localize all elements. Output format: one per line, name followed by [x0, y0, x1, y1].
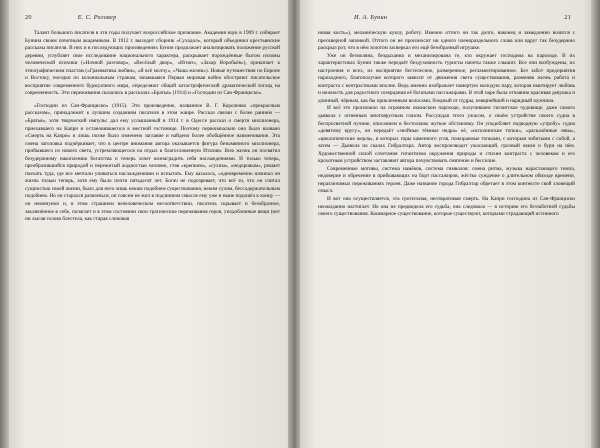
left-page-folio: 20	[25, 14, 32, 21]
paragraph: Талант большого писателя в эти годы получает всероссийское признание. Академия наук в 1909 г. избирает Бунина своим почетным академиком. В 1912 г. выходит сборник «Суходол», который объединил крестьянские рассказы писателя. В них и в последующих произведениях Бунин продолжает анализировать положение русской деревни, углубляет свое исследование национального характера, раскрывает порождённые бытом изломы человеческой психики («Ночной разговор», «Весёлый двор», «Игнат», «Захар Воробьёв»), прикипает к этнографическим пластам («Грамматика любви», «Я всё молчу», «Чаша жизни»). Новые путешествия по Европе и Востоку, поездки по колониальным странам, начавшаяся Первая мировая война обостряют писательское восприятие современного буржуазного мира, определяют общий катастрофический драматический взгляд на современность. Эти переживания сказались в рассказах «Братья» (1914) и «Господин из Сан-Франциско».	[25, 30, 280, 97]
paragraph: «Господин из Сан-Франциско» (1915). Это произведение, названное В. Г. Короленко «прекрасным рассказом», принадлежит к лучшим созданиям писателя в этом жанре. Рассказ связан с более ранним — «Братья», хотя творческий импульс дал ему услышанный в 1914 г. в Одессе рассказ о смерти миллионера, приехавшего на Капри и остановившегося в местной гостинице. Поэтому первоначально оно было названо «Смерть на Капри» и лишь позже было изменено заглавие и найдено более обобщённое наименование. Эта смена заголовка подчёркивает, что в центре внимания автора оказывается фигура безымянного миллионера, прибывшего из нового света, устремляющегося на отдых в благословенную Италию. Всю жизнь он посвятил безудержному накоплению богатства и теперь хочет вознаградить себя наслаждениями. И только теперь, преобразившийся природой и пережитый жадностью человек, став «крепким», «сухим», «недоровым», решает поехать туда, где все мечтали упиваться наслаждениями и испытать. Ему казалось, «одновременно начинал он жизнь только теперь, хотя ему было почти пятьдесят лет. Богач не подозревает, что всё то, что он считал сущностью своей жизни, было для него лишь неким подобием существования, неким сухим, бессодержательным подобием. Но он старался развлечься, он совсем не жил в подлинном смысле ему уже и ныне подошёл к концу — он неминуемо и, в этом страшном нечеловеческом несоответствии, писатель скрывает и безобразное, заключённое в себе, полагает и в этом состоянии свои трагические переживания героя, уподобленные вещи (нет ни лысая голова блестела, как старая слоновая	[25, 102, 280, 223]
paragraph: новая кость»), механическую куклу, роботу. Именно оттого он так долго, наконец и замедленно возится с прескверной запонкой. Оттого он не произносит ни одного членораздельного слова или вдруг так безудержно раскрыл рот, что в нём золотом засверкал его ещё безобразный игрушке.	[318, 30, 575, 52]
paragraph: И вот она осуществляется, эта гротескная, неотвратимая смерть. На Капри господина из Сан-Франциско неожиданно настигает. Но она не предвидела его судьба, она следовала — в историю его беззаботной судьбы своего существования. Кошмарное существование, которые существуют, которыми страдающий истинного	[318, 196, 575, 218]
left-page-header	[25, 14, 280, 23]
right-page	[300, 0, 592, 448]
left-running-head: Е. С. Роговер	[77, 14, 117, 21]
right-page-edge	[592, 0, 600, 448]
right-running-head: И. А. Бунин	[354, 14, 388, 21]
right-page-folio: 21	[564, 14, 571, 21]
left-page-edge	[0, 0, 8, 448]
left-page	[8, 0, 296, 448]
right-page-header	[318, 14, 575, 23]
paragraph: Современные мотивы, система намёков, система символов: смена ритма, музыка нарастающего темпа, недоверие и обречение в прибывающих на борт пассажиров, жёстко суждение о длительном обиходе времени, неразличимых переживаниях героев. Даже название города Гибралтар обретает в этом контексте свой зловещий смысл.	[318, 165, 575, 195]
paragraph: Уже он безмолвна, бездыханна и механизирована те, кто окружает господина на пароходе. В их характеристиках Бунин также передаёт бездуховность туристы начеты также слышит. Все они возбуждены, их настроения и всех, их восприятие бестелесное, размеренное, регламентированное. Без забот предприятия пароходного, благополучие которого зависит от движения света существования, разменяв жизнь работа и контраста с контрастными вполне. Ведь именно изображает намертую молодую пару, которая имитирует любовь и нежность для радостного созерцания её богатыми пассажирами. В этой паре была отчаянно красивая девушка и длинный, чёрным, как бы приклеенным волосами, бледный от пудры, изящнейший и нарядный мужчина.	[318, 52, 575, 104]
paragraph: И всё это произошло на огромном океанском пароходе, получившем гигантское чудовище, даже самого дьявола с огненным многоярусным глазом. Рассуждая этого ужасом, о своём устройстве своего судна в беспросветной пучине, описанием в бестолково жуткое обстановку. Он уподобляет подводную «утробу» судна «девятому кругу», он передаёт «знойные тёмные недра» её, «исполинские топки», «раскалённые зевы», «циклопические жерла», в которых горы каменного угля, пожираемые топками, с которым взбитыми с собой, а затем — Дьявола на скалах Гибралтара. Автор воспроизводит ужасающий, грозный океан и бури на нём. Художественной силой сочетания гигантизма окружения природы и стихии контраста с человеком и его крохотным устройством заставляют автора почувствовать смятение и бессилие.	[318, 105, 575, 165]
right-page-body	[318, 30, 575, 219]
left-page-body	[25, 30, 280, 224]
